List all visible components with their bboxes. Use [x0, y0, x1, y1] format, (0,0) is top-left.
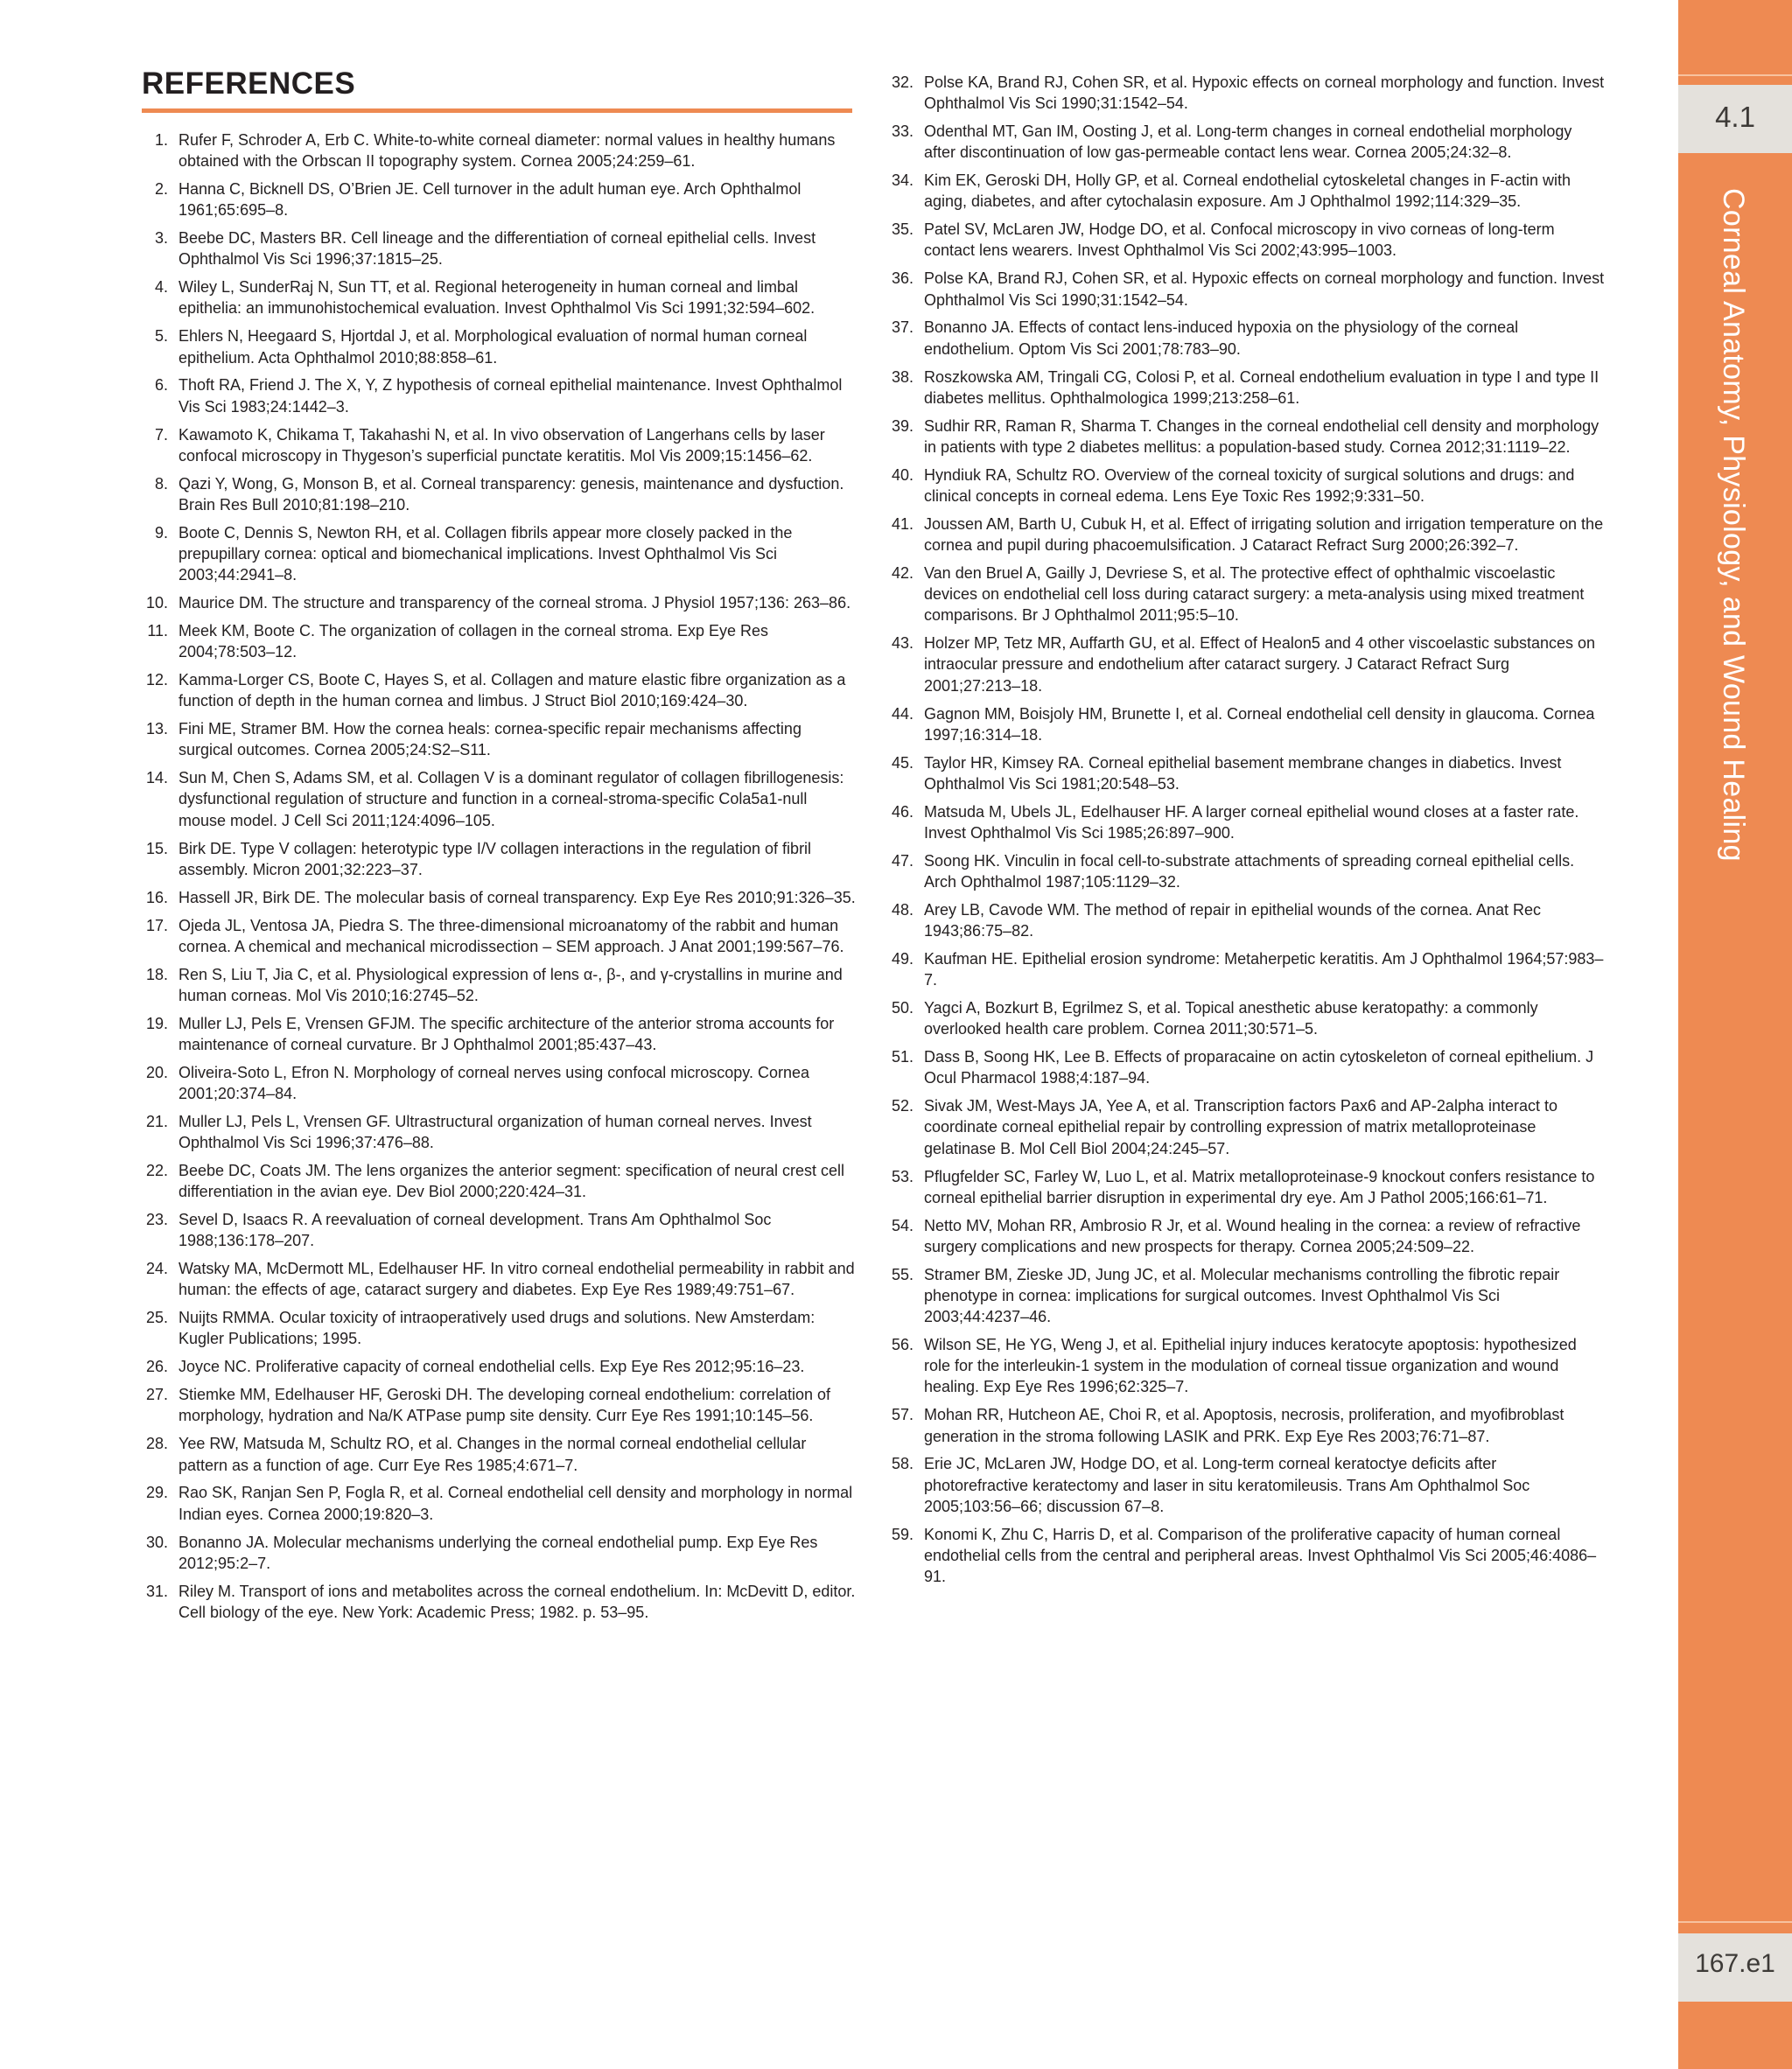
reference-text: Beebe DC, Coats JM. The lens organizes the anterior segment: specification of neural crest cell differentiation in the avian eye. Dev Biol 2000;220:424–31. — [178, 1161, 845, 1201]
reference-item — [140, 1062, 856, 1104]
reference-text: Polse KA, Brand RJ, Cohen SR, et al. Hypoxic effects on corneal morphology and function. Invest Ophthalmol Vis Sci 1990;31:1542–54. — [924, 73, 1605, 113]
reference-text: Sudhir RR, Raman R, Sharma T. Changes in the corneal endothelial cell density and morphology in patients with type 2 diabetes mellitus: a population-based study. Cornea 2012;31:1119–22. — [924, 416, 1600, 456]
reference-number: 12. — [145, 671, 168, 689]
reference-item — [140, 1482, 856, 1524]
reference-text: Pflugfelder SC, Farley W, Luo L, et al. Matrix metalloproteinase-9 knockout confers resistance to corneal epithelial barrier disruption in experimental dry eye. Am J Pathol 2005;166:61–71. — [924, 1167, 1595, 1206]
reference-item — [886, 997, 1605, 1039]
band-divider-bottom — [1678, 1921, 1792, 1923]
reference-text: Sun M, Chen S, Adams SM, et al. Collagen V is a dominant regulator of collagen fibrillogenesis: dysfunctional regulation of structure and function in a corneal-stroma-specific Cola5a1-null mouse model. J Cell Sci 2011;124:4096–105. — [178, 769, 844, 829]
reference-text: Wilson SE, He YG, Weng J, et al. Epithelial injury induces keratocyte apoptosis: hypothesized role for the interleukin-1 system in the modulation of corneal tissue organization and wound healing. Exp Eye Res 1996;62:325–7. — [924, 1336, 1577, 1396]
reference-number: 7. — [154, 425, 168, 444]
reference-number: 31. — [145, 1582, 168, 1600]
reference-item — [140, 838, 856, 880]
reference-number: 47. — [891, 851, 914, 870]
reference-number: 5. — [154, 327, 168, 346]
reference-text: Holzer MP, Tetz MR, Auffarth GU, et al. Effect of Healon5 and 4 other viscoelastic substances on intraocular pressure and endothelium after cataract surgery. J Cataract Refract Surg 2001;27:213–18. — [924, 634, 1596, 695]
reference-item — [140, 1013, 856, 1055]
reference-text: Beebe DC, Masters BR. Cell lineage and the differentiation of corneal epithelial cells. Invest Ophthalmol Vis Sci 1996;37:1815–25. — [178, 229, 816, 269]
reference-text: Ren S, Liu T, Jia C, et al. Physiological expression of lens α-, β-, and γ-crystallins in murine and human corneas. Mol Vis 2010;16:2745–52. — [178, 965, 843, 1004]
reference-item — [140, 915, 856, 957]
reference-item — [140, 767, 856, 831]
reference-item — [140, 592, 856, 613]
reference-number: 30. — [145, 1533, 168, 1551]
reference-number: 46. — [891, 802, 914, 821]
reference-number: 21. — [145, 1112, 168, 1130]
reference-item — [886, 1404, 1605, 1446]
reference-text: Riley M. Transport of ions and metabolites across the corneal endothelium. In: McDevitt D, editor. Cell biology of the eye. New York: Academic Press; 1982. p. 53–95. — [178, 1582, 856, 1621]
reference-number: 40. — [891, 465, 914, 484]
reference-item — [886, 1453, 1605, 1517]
reference-item — [140, 1307, 856, 1349]
reference-item — [886, 1264, 1605, 1328]
reference-text: Kim EK, Geroski DH, Holly GP, et al. Corneal endothelial cytoskeletal changes in F-actin with aging, diabetes, and after cytochalasin exposure. Am J Ophthalmol 1992;114:329–35. — [924, 171, 1571, 211]
references-list-left — [140, 129, 856, 1630]
reference-number: 32. — [891, 73, 914, 91]
reference-item — [140, 473, 856, 515]
references-list-right — [886, 72, 1605, 1594]
reference-text: Netto MV, Mohan RR, Ambrosio R Jr, et al. Wound healing in the cornea: a review of refractive surgery complications and new prospects for therapy. Cornea 2005;24:509–22. — [924, 1216, 1581, 1255]
reference-text: Joyce NC. Proliferative capacity of corneal endothelial cells. Exp Eye Res 2012;95:16–23. — [178, 1358, 805, 1376]
reference-text: Mohan RR, Hutcheon AE, Choi R, et al. Apoptosis, necrosis, proliferation, and myofibroblast generation in the stroma following LASIK and PRK. Exp Eye Res 2003;76:71–87. — [924, 1406, 1564, 1445]
reference-item — [886, 170, 1605, 212]
reference-item — [140, 669, 856, 711]
reference-text: Kawamoto K, Chikama T, Takahashi N, et al. In vivo observation of Langerhans cells by laser confocal microscopy in Thygeson’s superficial punctate keratitis. Mol Vis 2009;15:1456–62. — [178, 425, 825, 465]
reference-text: Qazi Y, Wong, G, Monson B, et al. Corneal transparency: genesis, maintenance and dysfuction. Brain Res Bull 2010;81:198–210. — [178, 474, 844, 514]
reference-item — [886, 72, 1605, 114]
reference-text: Polse KA, Brand RJ, Cohen SR, et al. Hypoxic effects on corneal morphology and function. Invest Ophthalmol Vis Sci 1990;31:1542–54. — [924, 269, 1605, 309]
reference-item — [140, 178, 856, 220]
reference-text: Sevel D, Isaacs R. A reevaluation of corneal development. Trans Am Ophthalmol Soc 1988;136:178–207. — [178, 1211, 772, 1250]
reference-number: 22. — [145, 1161, 168, 1179]
reference-number: 29. — [145, 1484, 168, 1502]
reference-item — [140, 718, 856, 760]
reference-text: Maurice DM. The structure and transparency of the corneal stroma. J Physiol 1957;136: 263–86. — [178, 594, 851, 612]
reference-item — [886, 801, 1605, 843]
reference-number: 19. — [145, 1014, 168, 1032]
reference-item — [140, 1356, 856, 1377]
references-heading: REFERENCES — [142, 66, 852, 113]
reference-item — [140, 620, 856, 662]
reference-number: 3. — [154, 229, 168, 248]
page-number-box — [1678, 1933, 1792, 2002]
reference-item — [140, 1433, 856, 1475]
reference-text: Birk DE. Type V collagen: heterotypic type I/V collagen interactions in the regulation of fibril assembly. Micron 2001;32:223–37. — [178, 839, 812, 878]
reference-number: 15. — [145, 839, 168, 857]
reference-text: Konomi K, Zhu C, Harris D, et al. Comparison of the proliferative capacity of human corneal endothelial cells from the central and peripheral areas. Invest Ophthalmol Vis Sci 2005;46:4086–91. — [924, 1525, 1597, 1586]
reference-item — [886, 416, 1605, 458]
band-divider-top — [1678, 74, 1792, 76]
reference-text: Boote C, Dennis S, Newton RH, et al. Collagen fibrils appear more closely packed in the prepupillary cornea: optical and biomechanical implications. Invest Ophthalmol Vis Sci 2003;44:2941–8. — [178, 523, 793, 584]
reference-number: 28. — [145, 1435, 168, 1453]
reference-item — [140, 1258, 856, 1300]
reference-text: Oliveira-Soto L, Efron N. Morphology of corneal nerves using confocal microscopy. Cornea 2001;20:374–84. — [178, 1063, 810, 1102]
reference-text: Soong HK. Vinculin in focal cell-to-substrate attachments of spreading corneal epithelial cells. Arch Ophthalmol 1987;105:1129–32. — [924, 851, 1575, 891]
reference-item — [140, 129, 856, 171]
reference-number: 52. — [891, 1097, 914, 1115]
reference-number: 24. — [145, 1260, 168, 1278]
reference-item — [140, 522, 856, 586]
reference-number: 56. — [891, 1336, 914, 1354]
reference-number: 36. — [891, 269, 914, 288]
reference-number: 33. — [891, 122, 914, 141]
reference-number: 45. — [891, 753, 914, 772]
reference-text: Gagnon MM, Boisjoly HM, Brunette I, et al. Corneal endothelial cell density in glaucoma. Cornea 1997;16:314–18. — [924, 704, 1595, 744]
reference-text: Stramer BM, Zieske JD, Jung JC, et al. Molecular mechanisms controlling the fibrotic repair phenotype in cornea: implications for surgical outcomes. Invest Ophthalmol Vis Sci 2003;44:4237–46. — [924, 1265, 1560, 1326]
reference-item — [140, 1384, 856, 1426]
reference-number: 38. — [891, 367, 914, 386]
reference-text: Dass B, Soong HK, Lee B. Effects of proparacaine on actin cytoskeleton of corneal epithelium. J Ocul Pharmacol 1988;4:187–94. — [924, 1048, 1594, 1087]
reference-number: 57. — [891, 1406, 914, 1424]
reference-number: 27. — [145, 1386, 168, 1404]
reference-number: 11. — [147, 621, 168, 640]
reference-item — [140, 1111, 856, 1153]
reference-text: Bonanno JA. Effects of contact lens-induced hypoxia on the physiology of the corneal endothelium. Optom Vis Sci 2001;78:783–90. — [924, 318, 1519, 358]
reference-item — [886, 1095, 1605, 1159]
reference-item — [140, 1160, 856, 1202]
reference-text: Kaufman HE. Epithelial erosion syndrome: Metaherpetic keratitis. Am J Ophthalmol 1964;57:983–7. — [924, 950, 1604, 989]
reference-number: 34. — [891, 171, 914, 190]
reference-text: Odenthal MT, Gan IM, Oosting J, et al. Long-term changes in corneal endothelial morphology after discontinuation of low gas-permeable contact lens wear. Cornea 2005;24:32–8. — [924, 122, 1572, 162]
reference-item — [886, 367, 1605, 409]
reference-item — [886, 514, 1605, 556]
reference-number: 13. — [145, 720, 168, 738]
reference-text: Matsuda M, Ubels JL, Edelhauser HF. A larger corneal epithelial wound closes at a faster rate. Invest Ophthalmol Vis Sci 1985;26:897–900. — [924, 802, 1579, 842]
reference-text: Hyndiuk RA, Schultz RO. Overview of the corneal toxicity of surgical solutions and drugs: and clinical concepts in corneal edema. Lens Eye Toxic Res 1992;9:331–50. — [924, 465, 1575, 505]
reference-text: Kamma-Lorger CS, Boote C, Hayes S, et al. Collagen and mature elastic fibre organization as a function of depth in the human cornea and limbus. J Struct Biol 2010;169:424–30. — [178, 671, 846, 710]
reference-number: 14. — [145, 769, 168, 787]
reference-item — [886, 219, 1605, 261]
reference-number: 43. — [891, 634, 914, 653]
reference-number: 37. — [891, 318, 914, 337]
reference-text: Rao SK, Ranjan Sen P, Fogla R, et al. Corneal endothelial cell density and morphology in normal Indian eyes. Cornea 2000;19:820–3. — [178, 1484, 853, 1523]
reference-text: Arey LB, Cavode WM. The method of repair in epithelial wounds of the cornea. Anat Rec 1943;86:75–82. — [924, 900, 1542, 940]
reference-item — [886, 752, 1605, 794]
reference-number: 18. — [145, 965, 168, 983]
reference-item — [140, 325, 856, 367]
reference-number: 20. — [145, 1063, 168, 1081]
reference-text: Rufer F, Schroder A, Erb C. White-to-white corneal diameter: normal values in healthy humans obtained with the Orbscan II topography system. Cornea 2005;24:259–61. — [178, 131, 836, 171]
reference-number: 39. — [891, 416, 914, 435]
reference-number: 58. — [891, 1455, 914, 1473]
reference-number: 59. — [891, 1525, 914, 1543]
reference-number: 35. — [891, 220, 914, 239]
reference-number: 55. — [891, 1265, 914, 1283]
reference-text: Bonanno JA. Molecular mechanisms underlying the corneal endothelial pump. Exp Eye Res 2012;95:2–7. — [178, 1533, 818, 1572]
reference-number: 16. — [145, 888, 168, 906]
reference-text: Fini ME, Stramer BM. How the cornea heals: cornea-specific repair mechanisms affecting surgical outcomes. Cornea 2005;24:S2–S11. — [178, 720, 802, 759]
reference-item — [886, 1334, 1605, 1398]
reference-item — [140, 1209, 856, 1251]
reference-item — [140, 374, 856, 416]
reference-item — [140, 964, 856, 1006]
reference-item — [886, 1215, 1605, 1257]
reference-item — [886, 948, 1605, 990]
reference-text: Van den Bruel A, Gailly J, Devriese S, et al. The protective effect of ophthalmic viscoelastic devices on endothelial cell loss during cataract surgery: a meta-analysis using mixed treatment comparisons. Br J Ophthalmol 2011;95:5–10. — [924, 563, 1585, 625]
reference-text: Erie JC, McLaren JW, Hodge DO, et al. Long-term corneal keratoctye deficits after photorefractive keratectomy and laser in situ keratomileusis. Trans Am Ophthalmol Soc 2005;103:56–66; discussion 67–8. — [924, 1455, 1530, 1515]
reference-number: 44. — [891, 704, 914, 723]
reference-item — [140, 1581, 856, 1623]
reference-item — [886, 899, 1605, 941]
reference-number: 9. — [154, 523, 168, 542]
reference-number: 53. — [891, 1167, 914, 1185]
reference-item — [886, 1524, 1605, 1588]
reference-number: 2. — [154, 180, 168, 199]
reference-number: 4. — [154, 278, 168, 297]
page-number: 167.e1 — [1695, 1949, 1775, 1978]
reference-item — [886, 268, 1605, 310]
reference-number: 42. — [891, 563, 914, 582]
reference-text: Sivak JM, West-Mays JA, Yee A, et al. Transcription factors Pax6 and AP-2alpha interact to coordinate corneal epithelial repair by controlling expression of matrix metalloproteinase gelatinase B. Mol Cell Biol 2004;24:245–57. — [924, 1097, 1558, 1157]
reference-text: Hassell JR, Birk DE. The molecular basis of corneal transparency. Exp Eye Res 2010;91:326–35. — [178, 888, 856, 906]
reference-text: Patel SV, McLaren JW, Hodge DO, et al. Confocal microscopy in vivo corneas of long-term contact lens wearers. Invest Ophthalmol Vis Sci 2002;43:995–1003. — [924, 220, 1555, 260]
reference-number: 6. — [154, 376, 168, 395]
reference-item — [886, 1166, 1605, 1208]
reference-text: Wiley L, SunderRaj N, Sun TT, et al. Regional heterogeneity in human corneal and limbal epithelia: an immunohistochemical evaluation. Invest Ophthalmol Vis Sci 1991;32:594–602. — [178, 278, 816, 318]
reference-item — [886, 317, 1605, 359]
reference-text: Ehlers N, Heegaard S, Hjortdal J, et al. Morphological evaluation of normal human corneal epithelium. Acta Ophthalmol 2010;88:858–61. — [178, 327, 808, 367]
reference-text: Taylor HR, Kimsey RA. Corneal epithelial basement membrane changes in diabetics. Invest Ophthalmol Vis Sci 1981;20:548–53. — [924, 753, 1562, 793]
reference-number: 10. — [145, 594, 168, 612]
reference-text: Meek KM, Boote C. The organization of collagen in the corneal stroma. Exp Eye Res 2004;78:503–12. — [178, 621, 769, 661]
reference-number: 8. — [154, 474, 168, 493]
reference-number: 25. — [145, 1309, 168, 1327]
reference-item — [140, 276, 856, 318]
reference-item — [886, 121, 1605, 163]
chapter-title: Corneal Anatomy, Physiology, and Wound Healing — [1717, 188, 1750, 862]
reference-item — [140, 887, 856, 908]
reference-text: Muller LJ, Pels L, Vrensen GF. Ultrastructural organization of human corneal nerves. Invest Ophthalmol Vis Sci 1996;37:476–88. — [178, 1112, 812, 1152]
reference-text: Yagci A, Bozkurt B, Egrilmez S, et al. Topical anesthetic abuse keratopathy: a commonly overlooked health care problem. Cornea 2011;30:571–5. — [924, 999, 1538, 1038]
reference-number: 50. — [891, 999, 914, 1017]
reference-item — [886, 703, 1605, 745]
reference-item — [140, 1532, 856, 1574]
reference-number: 48. — [891, 900, 914, 919]
reference-text: Nuijts RMMA. Ocular toxicity of intraoperatively used drugs and solutions. New Amsterdam: Kugler Publications; 1995. — [178, 1309, 816, 1348]
reference-item — [886, 633, 1605, 696]
reference-number: 26. — [145, 1358, 168, 1376]
reference-text: Stiemke MM, Edelhauser HF, Geroski DH. The developing corneal endothelium: correlation of morphology, hydration and Na/K ATPase pump site density. Curr Eye Res 1991;10:145–56. — [178, 1386, 831, 1425]
reference-item — [140, 227, 856, 269]
reference-item — [886, 563, 1605, 626]
chapter-number-box — [1678, 85, 1792, 153]
chapter-number: 4.1 — [1715, 101, 1755, 133]
reference-text: Ojeda JL, Ventosa JA, Piedra S. The three-dimensional microanatomy of the rabbit and human cornea. A chemical and mechanical microdissection – SEM approach. J Anat 2001;199:567–76. — [178, 916, 844, 955]
reference-item — [886, 1046, 1605, 1088]
reference-item — [886, 850, 1605, 892]
reference-number: 17. — [145, 916, 168, 934]
reference-text: Yee RW, Matsuda M, Schultz RO, et al. Changes in the normal corneal endothelial cellular pattern as a function of age. Curr Eye Res 1985;4:671–7. — [178, 1435, 807, 1474]
reference-number: 54. — [891, 1216, 914, 1234]
reference-number: 49. — [891, 950, 914, 968]
reference-text: Watsky MA, McDermott ML, Edelhauser HF. In vitro corneal endothelial permeability in rabbit and human: the effects of age, cataract surgery and diabetes. Exp Eye Res 1989;49:751–67. — [178, 1260, 855, 1299]
reference-text: Roszkowska AM, Tringali CG, Colosi P, et al. Corneal endothelium evaluation in type I and type II diabetes mellitus. Ophthalmologica 1999;213:258–61. — [924, 367, 1600, 407]
reference-number: 23. — [145, 1211, 168, 1229]
reference-text: Muller LJ, Pels E, Vrensen GFJM. The specific architecture of the anterior stroma accounts for maintenance of corneal curvature. Br J Ophthalmol 2001;85:437–43. — [178, 1014, 835, 1053]
reference-number: 41. — [891, 514, 914, 533]
reference-text: Joussen AM, Barth U, Cubuk H, et al. Effect of irrigating solution and irrigation temperature on the cornea and pupil during phacoemulsification. J Cataract Refract Surg 2000;26:392–7. — [924, 514, 1604, 555]
reference-text: Hanna C, Bicknell DS, O’Brien JE. Cell turnover in the adult human eye. Arch Ophthalmol 1961;65:695–8. — [178, 180, 802, 220]
reference-number: 1. — [154, 131, 168, 149]
reference-item — [886, 465, 1605, 507]
reference-item — [140, 424, 856, 466]
reference-number: 51. — [891, 1048, 914, 1066]
reference-text: Thoft RA, Friend J. The X, Y, Z hypothesis of corneal epithelial maintenance. Invest Ophthalmol Vis Sci 1983;24:1442–3. — [178, 376, 843, 416]
